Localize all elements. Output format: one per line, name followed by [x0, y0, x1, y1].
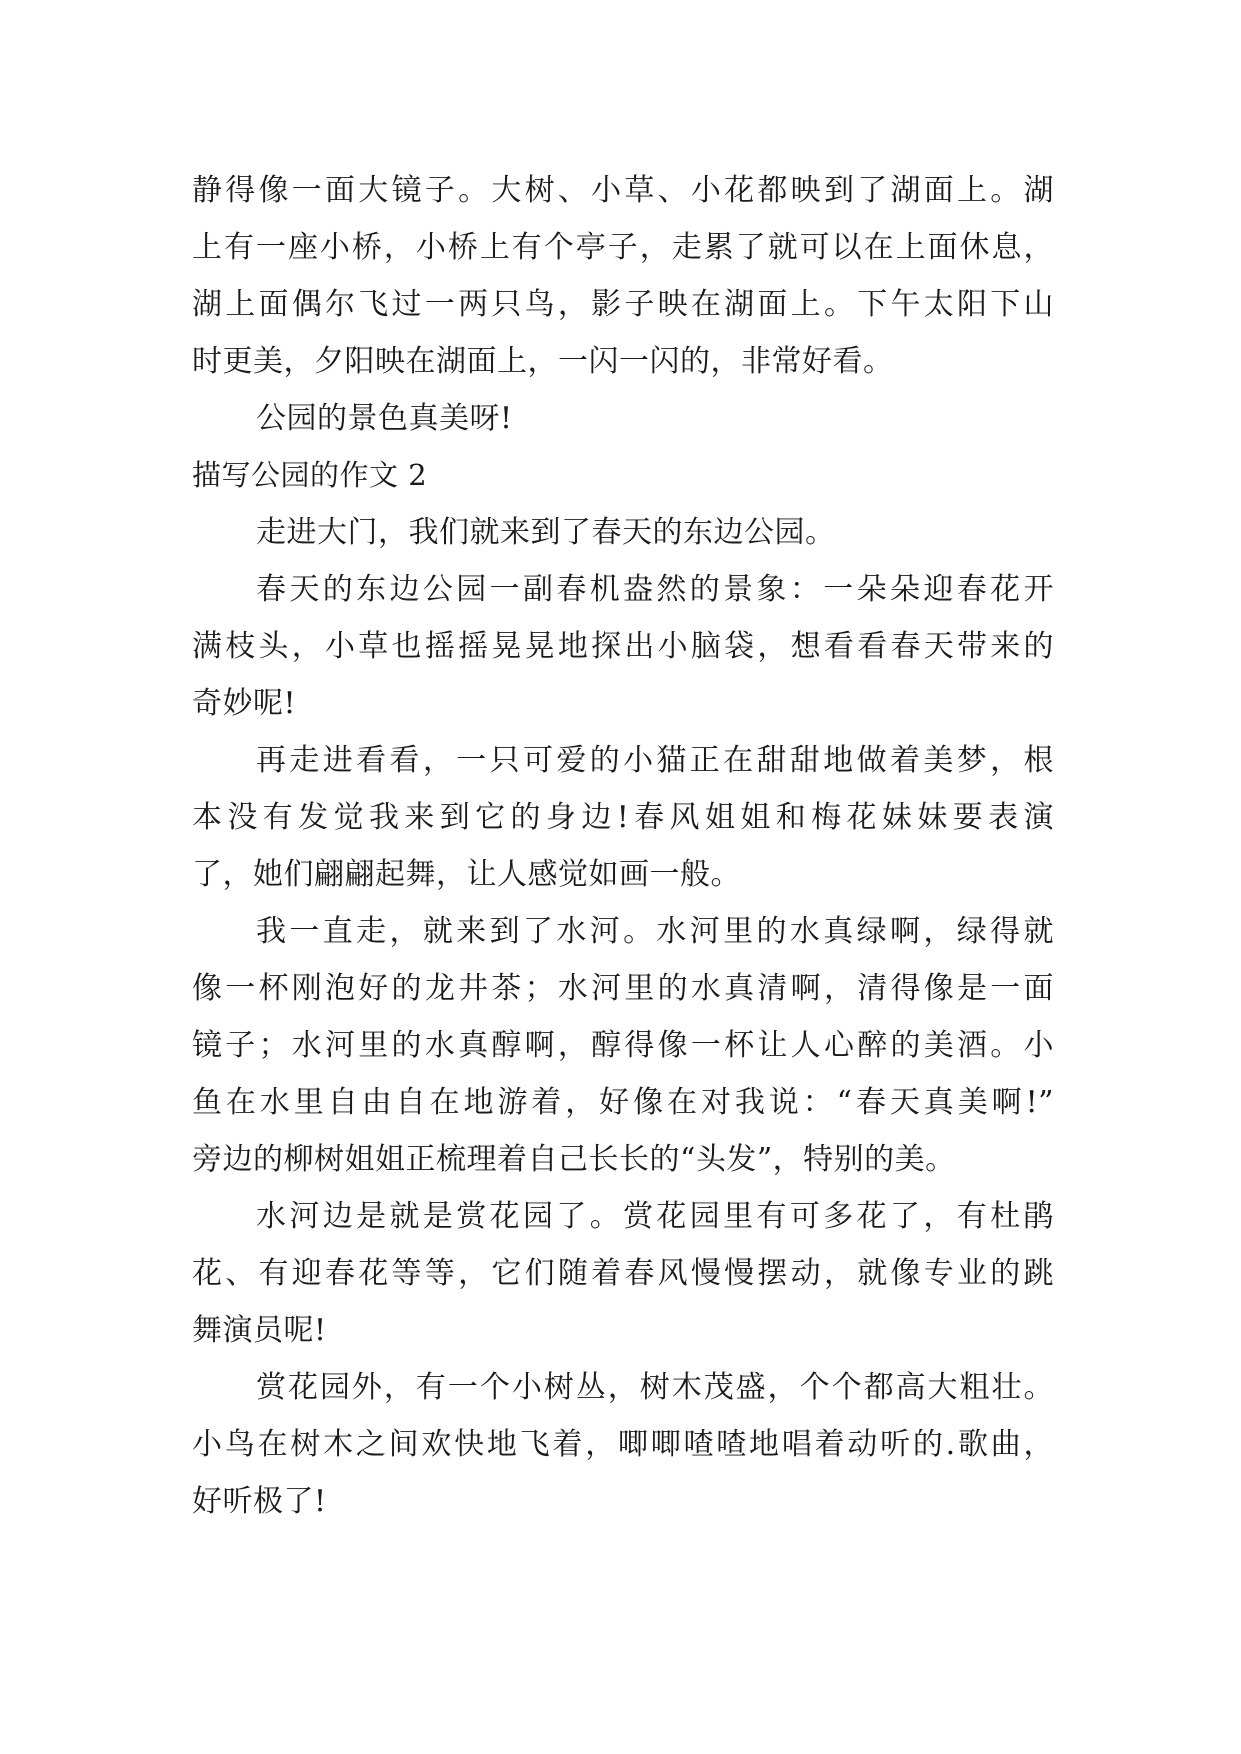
text-line: 湖上面偶尔飞过一两只鸟，影子映在湖面上。下午太阳下山 — [192, 287, 1054, 322]
text-line: 鱼在水里自由自在地游着，好像在对我说：“春天真美啊!” — [192, 1085, 1054, 1120]
paragraph-continuation — [192, 162, 1054, 390]
text-line: 走进大门，我们就来到了春天的东边公园。 — [256, 515, 836, 550]
text-line: 时更美，夕阳映在湖面上，一闪一闪的，非常好看。 — [192, 344, 894, 379]
text-line: 赏花园外，有一个小树丛，树木茂盛，个个都高大粗壮。 — [256, 1370, 1054, 1405]
text-line: 水河边是就是赏花园了。赏花园里有可多花了，有杜鹃 — [256, 1199, 1054, 1234]
text-line: 静得像一面大镜子。大树、小草、小花都映到了湖面上。湖 — [192, 173, 1054, 208]
text-line: 舞演员呢! — [192, 1313, 327, 1348]
text-line: 公园的景色真美呀! — [256, 401, 513, 436]
text-line: 旁边的柳树姐姐正梳理着自己长长的“头发”，特别的美。 — [192, 1142, 956, 1177]
heading-text: 描写公园的作文 2 — [192, 458, 428, 492]
text-line: 像一杯刚泡好的龙井茶；水河里的水真清啊，清得像是一面 — [192, 971, 1054, 1006]
paragraph — [192, 390, 1054, 447]
text-line: 本没有发觉我来到它的身边!春风姐姐和梅花妹妹要表演 — [192, 800, 1054, 835]
paragraph — [192, 561, 1054, 732]
text-line: 再走进看看，一只可爱的小猫正在甜甜地做着美梦，根 — [256, 743, 1054, 778]
text-line: 镜子；水河里的水真醇啊，醇得像一杯让人心醉的美酒。小 — [192, 1028, 1054, 1063]
paragraph — [192, 1359, 1054, 1530]
document-body — [192, 162, 1054, 1530]
text-line: 小鸟在树木之间欢快地飞着，唧唧喳喳地唱着动听的.歌曲， — [192, 1427, 1054, 1462]
text-line: 花、有迎春花等等，它们随着春风慢慢摆动，就像专业的跳 — [192, 1256, 1054, 1291]
paragraph — [192, 504, 1054, 561]
paragraph — [192, 732, 1054, 903]
text-line: 上有一座小桥，小桥上有个亭子，走累了就可以在上面休息， — [192, 230, 1054, 265]
section-heading — [192, 447, 1054, 504]
text-line: 春天的东边公园一副春机盎然的景象：一朵朵迎春花开 — [256, 572, 1054, 607]
paragraph — [192, 903, 1054, 1188]
text-line: 奇妙呢! — [192, 686, 297, 721]
text-line: 好听极了! — [192, 1484, 327, 1519]
text-line: 我一直走，就来到了水河。水河里的水真绿啊，绿得就 — [256, 914, 1054, 949]
text-line: 满枝头，小草也摇摇晃晃地探出小脑袋，想看看春天带来的 — [192, 629, 1054, 664]
paragraph — [192, 1188, 1054, 1359]
text-line: 了，她们翩翩起舞，让人感觉如画一般。 — [192, 857, 741, 892]
